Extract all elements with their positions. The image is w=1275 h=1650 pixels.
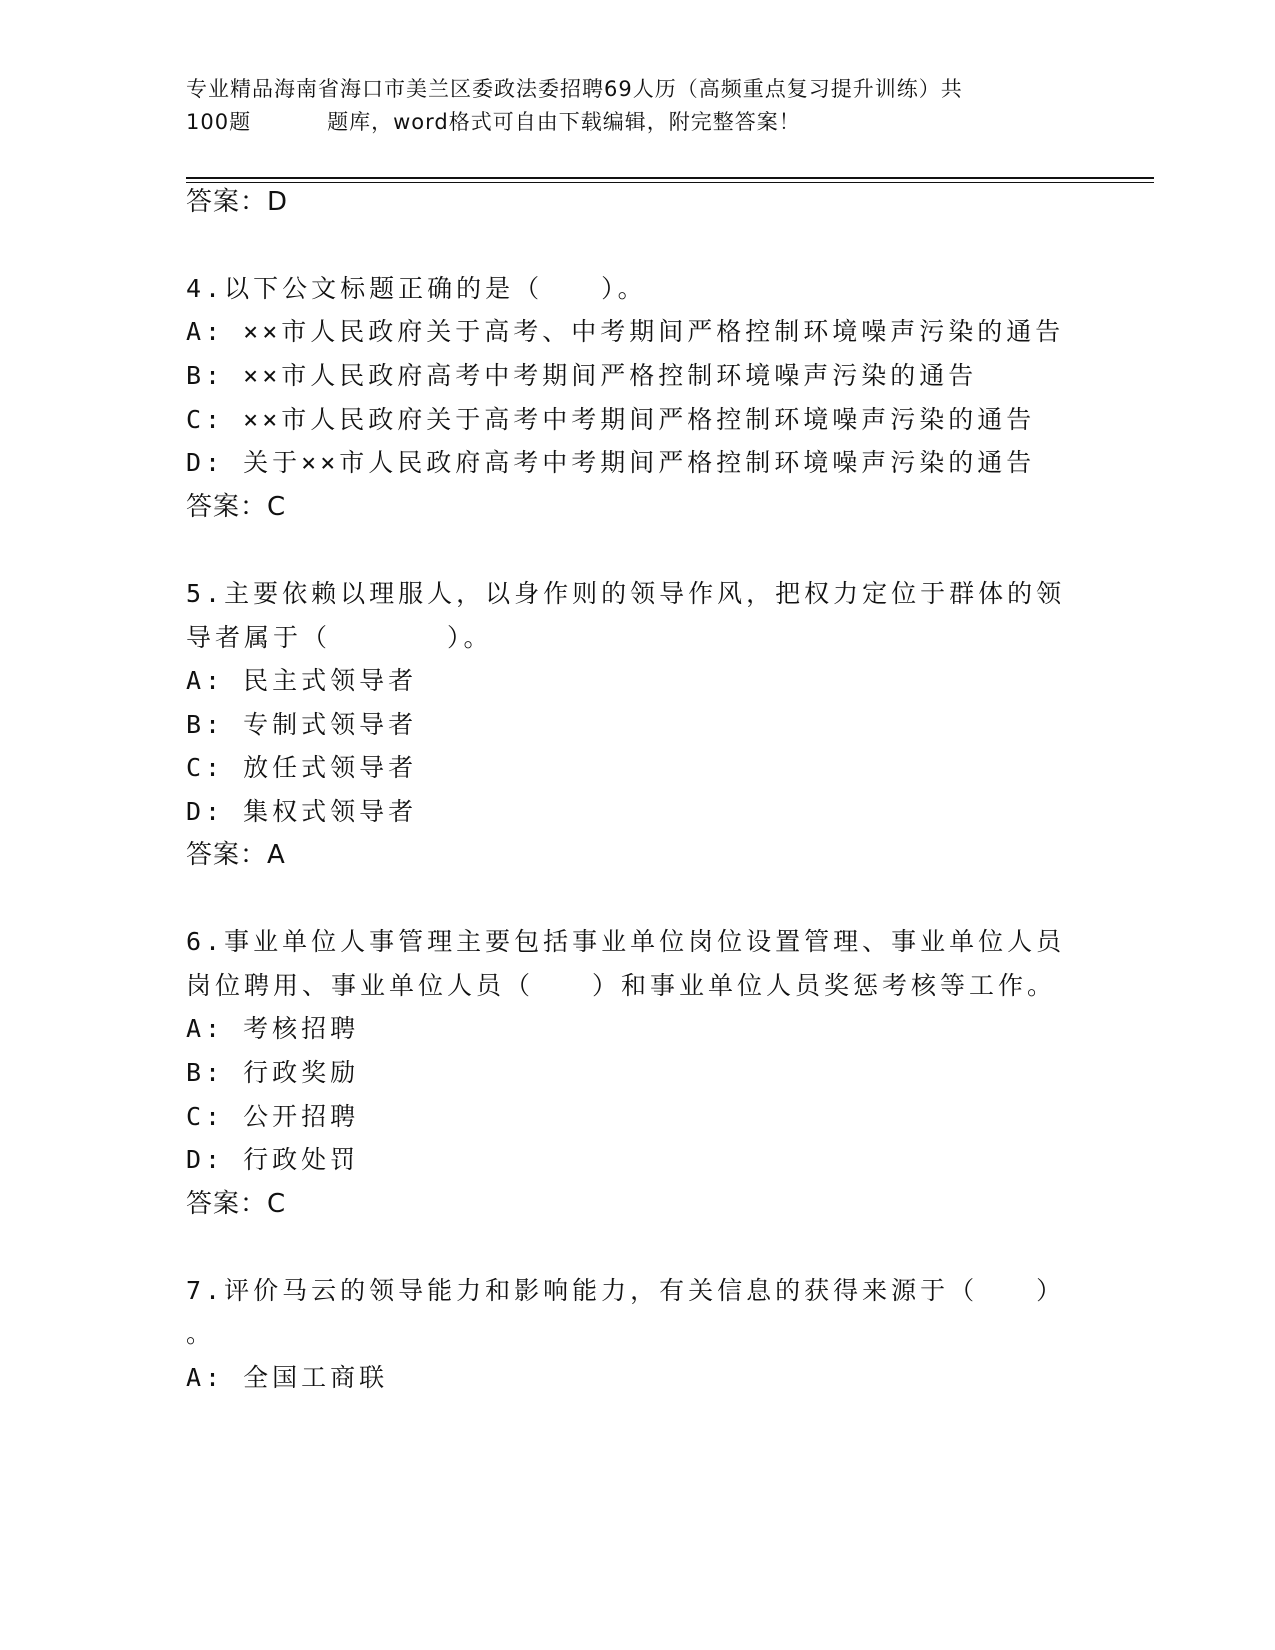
question-6-option-a: A: 考核招聘: [186, 1014, 360, 1043]
question-6-answer: 答案：C: [186, 1189, 287, 1219]
page-header: [186, 73, 1086, 139]
question-5-option-c: C: 放任式领导者: [186, 753, 418, 782]
question-5-option-d: D: 集权式领导者: [186, 797, 418, 826]
question-4-answer: 答案：C: [186, 492, 287, 522]
question-6-option-b: B: 行政奖励: [186, 1058, 360, 1087]
question-5-option-a: A: 民主式领导者: [186, 666, 418, 695]
question-5-option-b: B: 专制式领导者: [186, 710, 418, 739]
answer-prev: 答案：D: [186, 187, 289, 217]
question-4-option-a: A: ××市人民政府关于高考、中考期间严格控制环境噪声污染的通告: [186, 317, 1065, 346]
question-4-text: 4.以下公文标题正确的是（ ）。: [186, 274, 647, 303]
question-7-option-a: A: 全国工商联: [186, 1363, 389, 1392]
question-6-text-line-2: 岗位聘用、事业单位人员（ ）和事业单位人员奖惩考核等工作。: [186, 971, 1057, 1000]
question-4-option-d: D: 关于××市人民政府高考中考期间严格控制环境噪声污染的通告: [186, 448, 1036, 477]
header-divider-thin: [186, 182, 1154, 183]
header-divider-thick: [186, 177, 1154, 179]
question-7-text-line-1: 7.评价马云的领导能力和影响能力，有关信息的获得来源于（ ）: [186, 1276, 1066, 1305]
header-line-1: 专业精品海南省海口市美兰区委政法委招聘69人历（高频重点复习提升训练）共: [186, 77, 963, 101]
question-4-option-b: B: ××市人民政府高考中考期间严格控制环境噪声污染的通告: [186, 361, 978, 390]
question-6-text-line-1: 6.事业单位人事管理主要包括事业单位岗位设置管理、事业单位人员: [186, 927, 1066, 956]
question-5-text-line-2: 导者属于（ ）。: [186, 623, 493, 652]
question-6-option-c: C: 公开招聘: [186, 1102, 360, 1131]
header-line-2: [186, 106, 1086, 139]
header-line-2-text: 题库，word格式可自由下载编辑，附完整答案！: [327, 110, 801, 134]
question-4-option-c: C: ××市人民政府关于高考中考期间严格控制环境噪声污染的通告: [186, 405, 1036, 434]
question-5-answer: 答案：A: [186, 840, 286, 870]
question-6-option-d: D: 行政处罚: [186, 1145, 360, 1174]
header-line-2-count: 100题: [186, 110, 252, 134]
question-7-text-line-2: 。: [186, 1319, 216, 1348]
question-5-text-line-1: 5.主要依赖以理服人，以身作则的领导作风，把权力定位于群体的领: [186, 579, 1066, 608]
